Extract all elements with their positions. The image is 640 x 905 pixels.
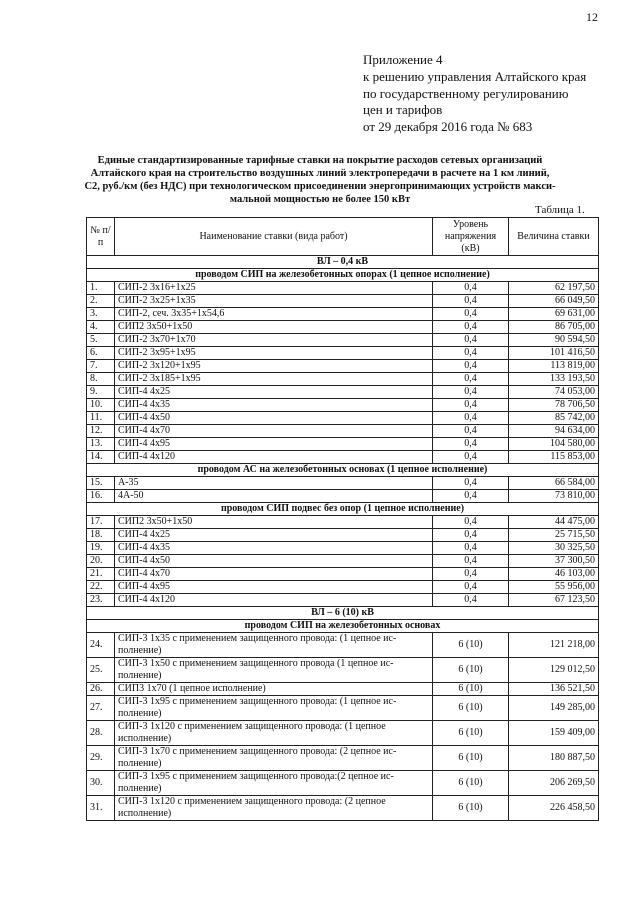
row-voltage: 0,4 [433,568,509,581]
row-rate: 121 218,00 [509,633,599,658]
row-rate: 129 012,50 [509,658,599,683]
row-voltage: 6 (10) [433,771,509,796]
row-voltage: 0,4 [433,594,509,607]
header-number: № п/п [87,218,115,256]
row-number: 4. [87,321,115,334]
row-number: 19. [87,542,115,555]
row-voltage: 6 (10) [433,683,509,696]
table-row [87,633,599,658]
row-rate: 62 197,50 [509,282,599,295]
table-row [87,347,599,360]
row-voltage: 6 (10) [433,658,509,683]
table-label: Таблица 1. [535,204,585,216]
row-voltage: 0,4 [433,282,509,295]
row-voltage: 0,4 [433,321,509,334]
row-number: 20. [87,555,115,568]
row-name: СИП-2, сеч. 3х35+1х54,6 [115,308,433,321]
table-row [87,438,599,451]
row-voltage: 0,4 [433,438,509,451]
row-number: 17. [87,516,115,529]
row-name: СИП2 3х50+1х50 [115,321,433,334]
table-body [87,256,599,821]
section-heading: проводом АС на железобетонных основах (1 цепное исполнение) [87,464,599,477]
row-number: 7. [87,360,115,373]
row-number: 11. [87,412,115,425]
row-number: 28. [87,721,115,746]
annex-block [363,52,586,136]
row-name: СИП-4 4х120 [115,451,433,464]
row-name: СИП-3 1х95 с применением защищенного провода:(2 цепное ис-полнение) [115,771,433,796]
table-row [87,321,599,334]
table-row [87,451,599,464]
table-row [87,373,599,386]
title-line: Алтайского края на строительство воздушных линий электропередачи в расчете на 1 км линий, [90,168,550,179]
row-number: 13. [87,438,115,451]
section-heading: проводом СИП на железобетонных основах [87,620,599,633]
row-rate: 226 458,50 [509,796,599,821]
table-row [87,425,599,438]
rates-table [86,217,599,821]
row-name: СИП-2 3х95+1х95 [115,347,433,360]
row-name: СИП-4 4х25 [115,386,433,399]
row-rate: 159 409,00 [509,721,599,746]
table-row [87,658,599,683]
row-rate: 69 631,00 [509,308,599,321]
row-rate: 133 193,50 [509,373,599,386]
table-row [87,594,599,607]
row-name: СИП-4 4х70 [115,568,433,581]
row-name: 4А-50 [115,490,433,503]
row-number: 15. [87,477,115,490]
section-heading: ВЛ – 0,4 кВ [87,256,599,269]
row-number: 3. [87,308,115,321]
row-rate: 149 285,00 [509,696,599,721]
row-voltage: 6 (10) [433,746,509,771]
row-rate: 30 325,50 [509,542,599,555]
table-row [87,282,599,295]
row-name: СИП-4 4х50 [115,555,433,568]
header-voltage: Уровень напряжения (кВ) [433,218,509,256]
table-row [87,696,599,721]
row-number: 22. [87,581,115,594]
row-number: 12. [87,425,115,438]
row-voltage: 0,4 [433,542,509,555]
row-voltage: 0,4 [433,347,509,360]
row-number: 5. [87,334,115,347]
row-number: 1. [87,282,115,295]
row-rate: 101 416,50 [509,347,599,360]
table-row [87,412,599,425]
row-name: СИП-3 1х70 с применением защищенного провода: (2 цепное ис-полнение) [115,746,433,771]
row-number: 18. [87,529,115,542]
row-voltage: 6 (10) [433,721,509,746]
section-row [87,607,599,620]
table-row [87,295,599,308]
row-number: 26. [87,683,115,696]
row-number: 10. [87,399,115,412]
section-heading: проводом СИП на железобетонных опорах (1 цепное исполнение) [87,269,599,282]
document-title [84,154,556,206]
page-number: 12 [586,10,598,24]
table-row [87,386,599,399]
section-row [87,256,599,269]
row-name: СИП-3 1х120 с применением защищенного провода: (2 цепное исполнение) [115,796,433,821]
table-row [87,334,599,347]
row-name: СИП-2 3х16+1х25 [115,282,433,295]
annex-line: к решению управления Алтайского края [363,68,587,84]
row-voltage: 0,4 [433,360,509,373]
row-number: 16. [87,490,115,503]
table-row [87,516,599,529]
row-name: СИП-2 3х25+1х35 [115,295,433,308]
table-row [87,360,599,373]
row-name: СИП-4 4х35 [115,399,433,412]
row-voltage: 0,4 [433,295,509,308]
title-line: С2, руб./км (без НДС) при технологическом присоединении энергопринимающих устройств макси- [84,181,556,192]
annex-line: цен и тарифов [363,102,443,118]
row-rate: 66 049,50 [509,295,599,308]
row-voltage: 0,4 [433,477,509,490]
table-row [87,399,599,412]
row-rate: 85 742,00 [509,412,599,425]
row-number: 29. [87,746,115,771]
row-voltage: 0,4 [433,412,509,425]
row-voltage: 0,4 [433,386,509,399]
table-row [87,721,599,746]
row-voltage: 0,4 [433,490,509,503]
row-number: 6. [87,347,115,360]
section-row [87,269,599,282]
row-rate: 136 521,50 [509,683,599,696]
row-number: 25. [87,658,115,683]
annex-line: Приложение 4 [363,52,443,67]
row-name: СИП2 3х50+1х50 [115,516,433,529]
row-voltage: 6 (10) [433,696,509,721]
row-voltage: 0,4 [433,399,509,412]
row-rate: 104 580,00 [509,438,599,451]
row-rate: 44 475,00 [509,516,599,529]
row-number: 31. [87,796,115,821]
row-rate: 90 594,50 [509,334,599,347]
table-row [87,308,599,321]
title-line: Единые стандартизированные тарифные ставки на покрытие расходов сетевых организаций [97,155,543,166]
table-row [87,568,599,581]
row-rate: 46 103,00 [509,568,599,581]
row-voltage: 6 (10) [433,796,509,821]
table-row [87,683,599,696]
row-number: 30. [87,771,115,796]
row-rate: 66 584,00 [509,477,599,490]
row-name: СИП-4 4х120 [115,594,433,607]
row-rate: 94 634,00 [509,425,599,438]
row-rate: 115 853,00 [509,451,599,464]
row-rate: 180 887,50 [509,746,599,771]
row-name: А-35 [115,477,433,490]
row-name: СИП-4 4х95 [115,438,433,451]
row-rate: 206 269,50 [509,771,599,796]
table-row [87,581,599,594]
row-name: СИП3 1х70 (1 цепное исполнение) [115,683,433,696]
table-row [87,771,599,796]
row-voltage: 0,4 [433,516,509,529]
row-name: СИП-2 3х120+1х95 [115,360,433,373]
row-voltage: 0,4 [433,425,509,438]
table-row [87,529,599,542]
section-heading: проводом СИП подвес без опор (1 цепное исполнение) [87,503,599,516]
row-number: 21. [87,568,115,581]
row-voltage: 6 (10) [433,633,509,658]
row-rate: 55 956,00 [509,581,599,594]
row-voltage: 0,4 [433,334,509,347]
section-row [87,620,599,633]
row-number: 2. [87,295,115,308]
row-voltage: 0,4 [433,581,509,594]
row-name: СИП-4 4х25 [115,529,433,542]
row-voltage: 0,4 [433,555,509,568]
row-rate: 37 300,50 [509,555,599,568]
row-name: СИП-3 1х120 с применением защищенного провода: (1 цепное исполнение) [115,721,433,746]
row-voltage: 0,4 [433,529,509,542]
row-name: СИП-4 4х50 [115,412,433,425]
row-name: СИП-3 1х35 с применением защищенного провода: (1 цепное ис-полнение) [115,633,433,658]
section-heading: ВЛ – 6 (10) кВ [87,607,599,620]
row-name: СИП-3 1х50 с применением защищенного провода (1 цепное ис-полнение) [115,658,433,683]
header-rate: Величина ставки [509,218,599,256]
table-row [87,555,599,568]
table-row [87,746,599,771]
row-number: 9. [87,386,115,399]
row-name: СИП-3 1х95 с применением защищенного провода: (1 цепное ис-полнение) [115,696,433,721]
row-rate: 74 053,00 [509,386,599,399]
row-name: СИП-4 4х70 [115,425,433,438]
section-row [87,503,599,516]
row-voltage: 0,4 [433,373,509,386]
row-number: 23. [87,594,115,607]
row-rate: 67 123,50 [509,594,599,607]
row-voltage: 0,4 [433,451,509,464]
table-row [87,477,599,490]
row-voltage: 0,4 [433,308,509,321]
row-rate: 86 705,00 [509,321,599,334]
table-row [87,796,599,821]
row-number: 14. [87,451,115,464]
row-rate: 73 810,00 [509,490,599,503]
annex-line: по государственному регулированию [363,85,569,101]
title-line: мальной мощностью не более 150 кВт [229,194,411,205]
row-number: 8. [87,373,115,386]
row-number: 27. [87,696,115,721]
table-row [87,490,599,503]
header-name: Наименование ставки (вида работ) [115,218,433,256]
row-rate: 113 819,00 [509,360,599,373]
row-rate: 25 715,50 [509,529,599,542]
section-row [87,464,599,477]
row-rate: 78 706,50 [509,399,599,412]
table-row [87,542,599,555]
row-name: СИП-2 3х70+1х70 [115,334,433,347]
row-name: СИП-4 4х35 [115,542,433,555]
row-name: СИП-4 4х95 [115,581,433,594]
row-name: СИП-2 3х185+1х95 [115,373,433,386]
annex-line: от 29 декабря 2016 года № 683 [363,119,533,135]
row-number: 24. [87,633,115,658]
